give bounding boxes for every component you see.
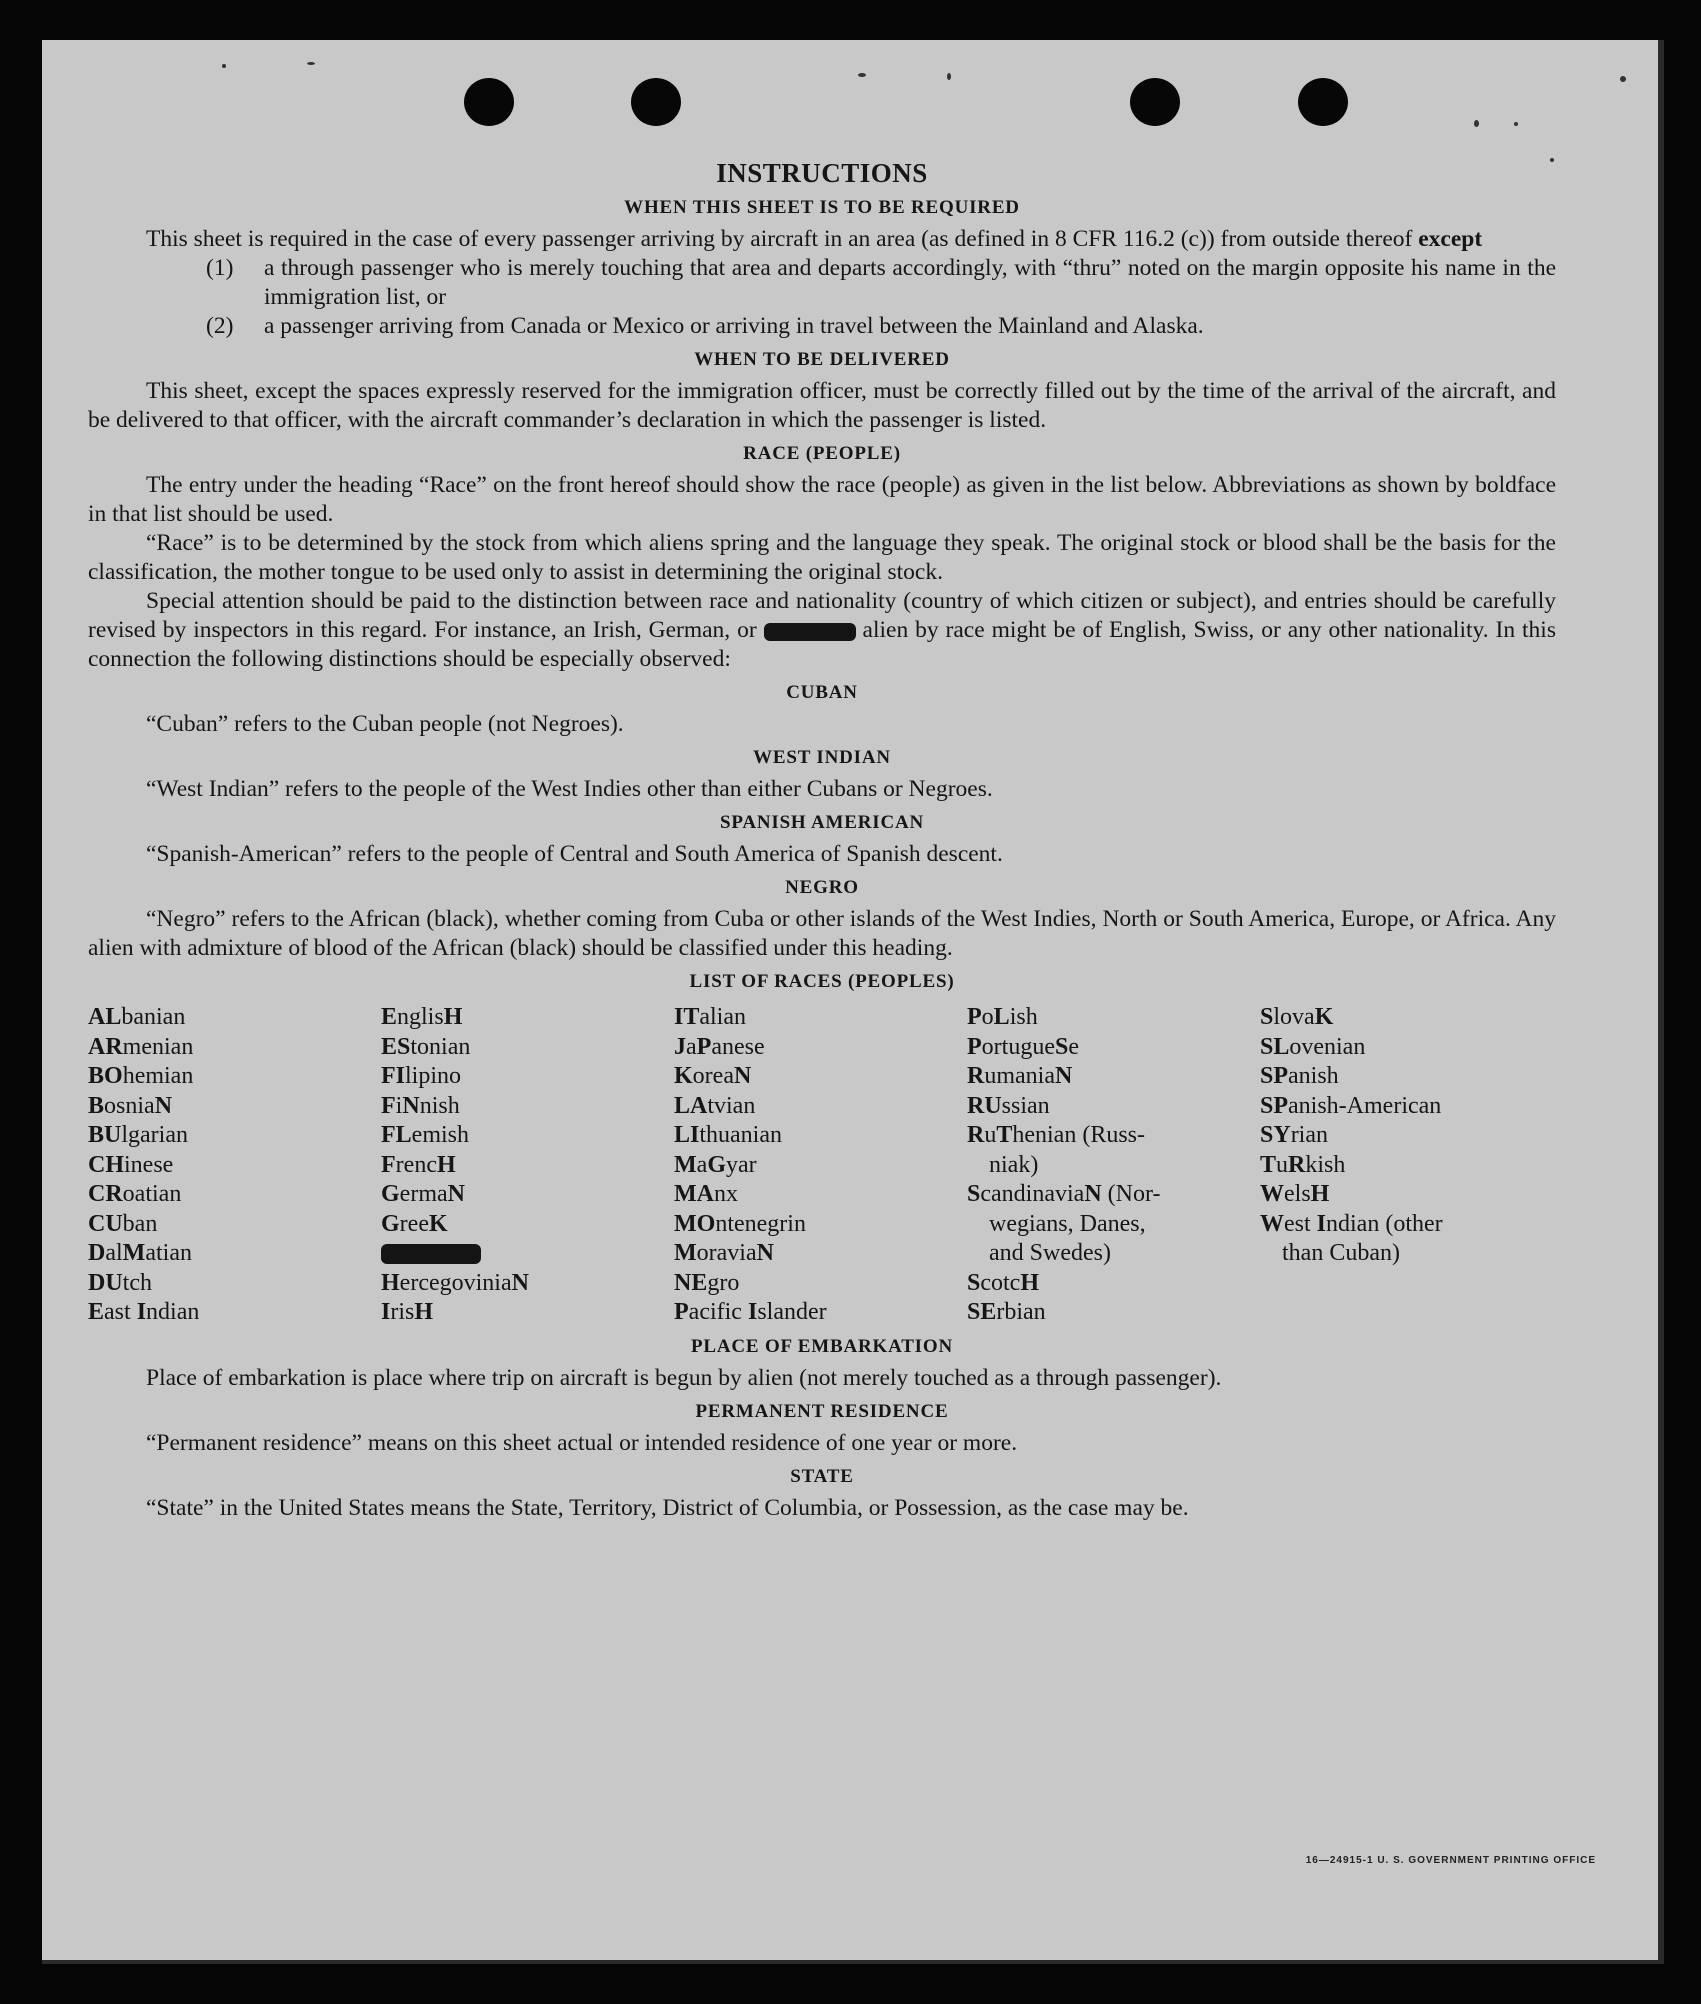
race-entry: LAtvian	[674, 1092, 756, 1119]
races-list	[88, 1003, 1556, 1328]
heading-race: RACE (PEOPLE)	[743, 443, 901, 464]
race-entry	[381, 1239, 674, 1269]
paragraph-state: “State” in the United States means the State, Territory, District of Columbia, or Possession, as the case may be.	[146, 1494, 1189, 1521]
speck	[1514, 122, 1518, 126]
race-entry: FrencH	[381, 1151, 456, 1178]
paragraph-cuban: “Cuban” refers to the Cuban people (not Negroes).	[146, 711, 624, 737]
race-entry: PortugueSe	[967, 1033, 1079, 1060]
race-entry: CUban	[88, 1210, 158, 1237]
race-entry: ITalian	[674, 1004, 746, 1030]
race-entry: MAnx	[674, 1181, 738, 1207]
printing-office-code: 16—24915-1 U. S. GOVERNMENT PRINTING OFFICE	[1305, 1855, 1596, 1866]
race-entry: ALbanian	[88, 1004, 186, 1030]
race-entry: DalMatian	[88, 1240, 192, 1266]
page-title: INSTRUCTIONS	[716, 158, 928, 188]
speck	[1620, 76, 1626, 82]
document-sheet	[42, 40, 1664, 1964]
speck	[947, 73, 951, 80]
race-entry: BOhemian	[88, 1063, 194, 1089]
race-entry: NEgro	[674, 1269, 740, 1296]
race-entry: CRoatian	[88, 1181, 182, 1207]
paragraph-delivered: This sheet, except the spaces expressly reserved for the immigration officer, must be correctly filled out by the time of the arrival of the aircraft, and be delivered to that officer, with the aircraft commander’s declaration in which the passenger is listed.	[88, 378, 1556, 433]
race-entry: LIthuanian	[674, 1122, 782, 1148]
race-entry: EnglisH	[381, 1004, 463, 1030]
instructions-content	[88, 158, 1556, 1523]
exception-item-2: (2) a passenger arriving from Canada or Mexico or arriving in travel between the Mainland and Alaska.	[206, 313, 1204, 339]
speck	[222, 64, 226, 68]
race-entry: FiNnish	[381, 1092, 460, 1119]
speck	[307, 62, 315, 65]
races-column	[88, 1003, 381, 1328]
race-entry: GreeK	[381, 1210, 448, 1237]
heading-residence: PERMANENT RESIDENCE	[695, 1400, 949, 1422]
paragraph-required: This sheet is required in the case of every passenger arriving by aircraft in an area (as defined in 8 CFR 116.2 (c)) from outside thereof except	[146, 226, 1483, 252]
races-column	[381, 1003, 674, 1328]
races-column	[1260, 1003, 1553, 1328]
race-entry: West Indian (other	[1260, 1210, 1443, 1237]
speck	[858, 73, 866, 77]
paragraph-negro: “Negro” refers to the African (black), whether coming from Cuba or other islands of the West Indies, North or South America, Europe, or Africa. Any alien with admixture of blood of the African (black) should be classified under this heading.	[88, 906, 1556, 961]
race-entry-continued: niak)	[989, 1151, 1039, 1178]
race-entry: WelsH	[1260, 1181, 1330, 1207]
punch-hole	[631, 78, 681, 126]
race-entry: SYrian	[1260, 1122, 1328, 1148]
paragraph-residence: “Permanent residence” means on this sheet actual or intended residence of one year or more.	[146, 1429, 1018, 1456]
race-entry: TuRkish	[1260, 1151, 1346, 1178]
heading-spanish-american: SPANISH AMERICAN	[719, 812, 925, 833]
punch-hole	[464, 78, 514, 126]
race-entry: SLovenian	[1260, 1033, 1366, 1060]
race-entry: ScotcH	[967, 1269, 1040, 1296]
exception-item-1: (1) a through passenger who is merely touching that area and departs accordingly, with “thru” noted on the margin opposite his name in the immigration list, or	[206, 255, 1556, 310]
race-entry: FIlipino	[381, 1063, 462, 1089]
race-entry: RuThenian (Russ-	[967, 1122, 1146, 1148]
race-entry-continued: and Swedes)	[989, 1240, 1111, 1266]
heading-west-indian: WEST INDIAN	[753, 747, 891, 768]
race-entry-continued: than Cuban)	[1282, 1240, 1400, 1266]
race-entry: DUtch	[88, 1269, 152, 1296]
race-entry: SPanish-American	[1260, 1092, 1442, 1119]
heading-required: WHEN THIS SHEET IS TO BE REQUIRED	[624, 197, 1020, 218]
race-entry: ARmenian	[88, 1033, 194, 1060]
race-entry: CHinese	[88, 1151, 174, 1178]
speck	[1474, 120, 1479, 127]
race-entry: MOntenegrin	[674, 1210, 806, 1237]
race-entry: BosniaN	[88, 1092, 173, 1119]
heading-cuban: CUBAN	[786, 682, 858, 703]
redaction-mark	[381, 1244, 481, 1264]
heading-state: STATE	[790, 1465, 854, 1487]
paragraph-spanish-american: “Spanish-American” refers to the people of Central and South America of Spanish descent.	[146, 841, 1003, 867]
races-column	[674, 1003, 967, 1328]
race-entry: HercegoviniaN	[381, 1269, 529, 1296]
heading-embarkation: PLACE OF EMBARKATION	[691, 1335, 953, 1357]
punch-hole	[1298, 78, 1348, 126]
race-entry-continued: wegians, Danes,	[989, 1210, 1146, 1237]
race-entry: SPanish	[1260, 1063, 1339, 1089]
race-entry: East Indian	[88, 1299, 200, 1325]
race-entry: EStonian	[381, 1033, 471, 1060]
race-entry: RUssian	[967, 1092, 1050, 1119]
race-entry: GermaN	[381, 1181, 465, 1207]
race-entry: ScandinaviaN (Nor-	[967, 1181, 1161, 1207]
race-entry: BUlgarian	[88, 1122, 188, 1148]
paragraph-west-indian: “West Indian” refers to the people of the West Indies other than either Cubans or Negroes.	[146, 776, 993, 802]
race-entry: PoLish	[967, 1004, 1038, 1030]
race-entry: JaPanese	[674, 1033, 765, 1060]
redaction-mark	[764, 623, 856, 641]
paragraph-race-3: Special attention should be paid to the distinction between race and nationality (country of which citizen or subject), and entries should be carefully revised by inspectors in this regard. For instance, an Irish, German, or alien by race might be of English, Swiss, or any other nationality. In this connection the following distinctions should be especially observed:	[88, 588, 1556, 672]
race-entry: KoreaN	[674, 1063, 752, 1089]
race-entry: SErbian	[967, 1299, 1046, 1325]
punch-hole	[1130, 78, 1180, 126]
race-entry: MoraviaN	[674, 1240, 774, 1266]
heading-negro: NEGRO	[785, 877, 859, 898]
race-entry: FLemish	[381, 1122, 469, 1148]
race-entry: RumaniaN	[967, 1063, 1073, 1089]
paragraph-embarkation: Place of embarkation is place where trip on aircraft is begun by alien (not merely touched as a through passenger).	[146, 1364, 1222, 1391]
races-column	[967, 1003, 1260, 1328]
paragraph-race-1: The entry under the heading “Race” on the front hereof should show the race (people) as given in the list below. Abbreviations as shown by boldface in that list should be used.	[88, 472, 1556, 527]
heading-delivered: WHEN TO BE DELIVERED	[694, 349, 950, 370]
race-entry: IrisH	[381, 1299, 434, 1325]
race-entry: MaGyar	[674, 1151, 757, 1178]
race-entry: SlovaK	[1260, 1004, 1334, 1030]
heading-list-of-races: LIST OF RACES (PEOPLES)	[689, 971, 955, 992]
paragraph-race-2: “Race” is to be determined by the stock from which aliens spring and the language they speak. The original stock or blood shall be the basis for the classification, the mother tongue to be used only to assist in determining the original stock.	[88, 530, 1556, 585]
race-entry: Pacific Islander	[674, 1299, 827, 1325]
